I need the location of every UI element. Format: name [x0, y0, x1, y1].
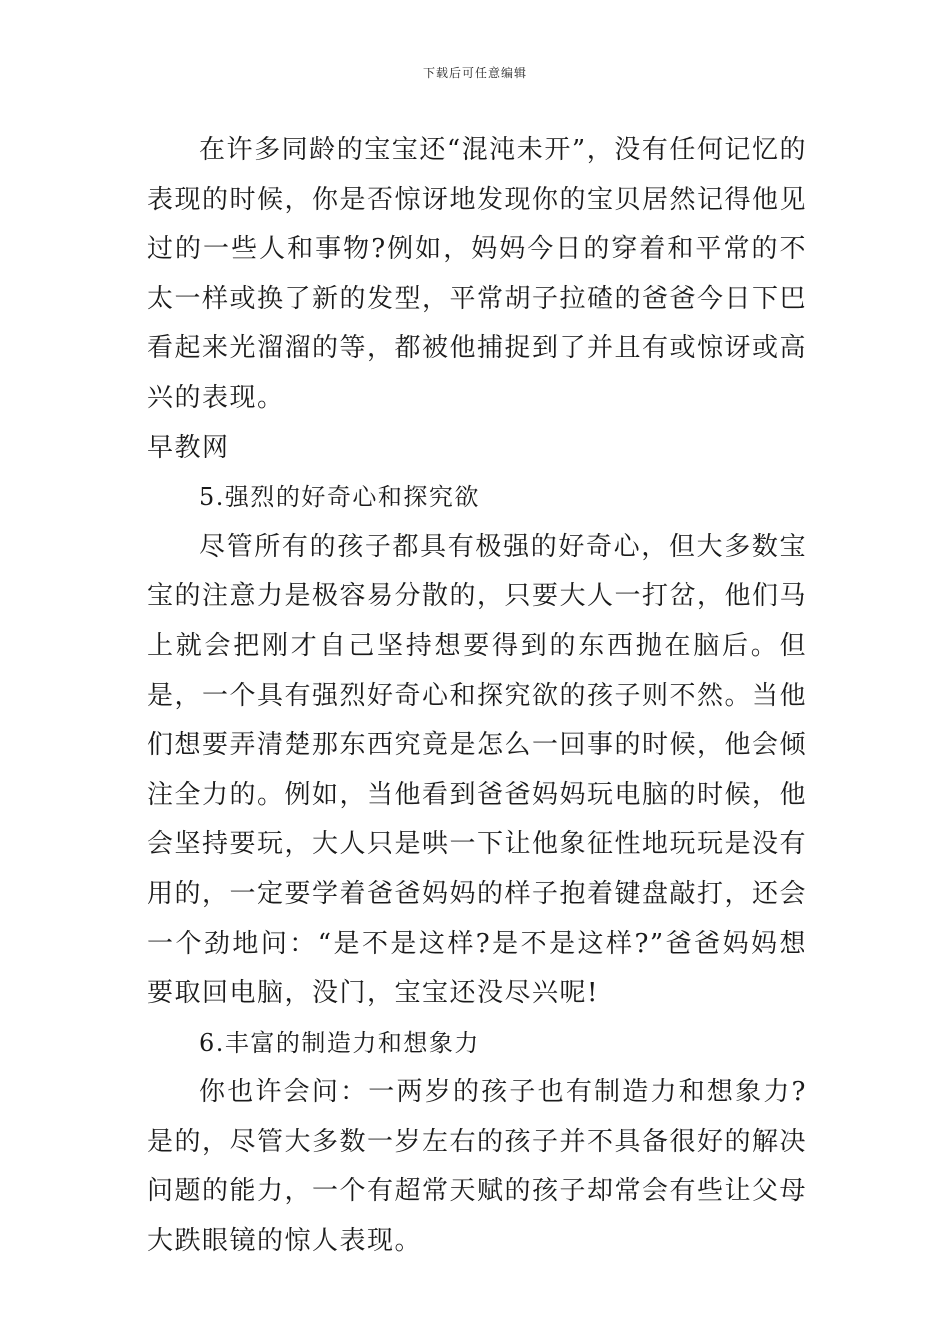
paragraph-memory: 在许多同龄的宝宝还“混沌未开”，没有任何记忆的表现的时候，你是否惊讶地发现你的宝贝居然记得他见过的一些人和事物?例如，妈妈今日的穿着和平常的不太一样或换了新的发型，平常胡子拉碴的爸爸今日下巴看起来光溜溜的等，都被他捕捉到了并且有或惊讶或高兴的表现。 — [147, 135, 808, 413]
section-heading-6: 6.丰富的制造力和想象力 — [199, 1028, 480, 1057]
page-header: 下载后可任意编辑 — [422, 66, 527, 80]
paragraph-source: 早教网 — [147, 432, 230, 463]
section-heading-5: 5.强烈的好奇心和探究欲 — [199, 483, 480, 512]
document-body — [147, 126, 807, 1267]
paragraph-curiosity: 尽管所有的孩子都具有极强的好奇心，但大多数宝宝的注意力是极容易分散的，只要大人一打岔，他们马上就会把刚才自己坚持想要得到的东西抛在脑后。但是，一个具有强烈好奇心和探究欲的孩子则不然。当他们想要弄清楚那东西究竟是怎么一回事的时候，他会倾注全力的。例如，当他看到爸爸妈妈玩电脑的时候，他会坚持要玩，大人只是哄一下让他象征性地玩玩是没有用的，一定要学着爸爸妈妈的样子抱着键盘敲打，还会一个劲地问：“是不是这样?是不是这样?”爸爸妈妈想要取回电脑，没门，宝宝还没尽兴呢! — [147, 531, 808, 1009]
paragraph-creativity: 你也许会问：一两岁的孩子也有制造力和想象力?是的，尽管大多数一岁左右的孩子并不具备很好的解决问题的能力，一个有超常天赋的孩子却常会有些让父母大跌眼镜的惊人表现。 — [147, 1077, 808, 1257]
